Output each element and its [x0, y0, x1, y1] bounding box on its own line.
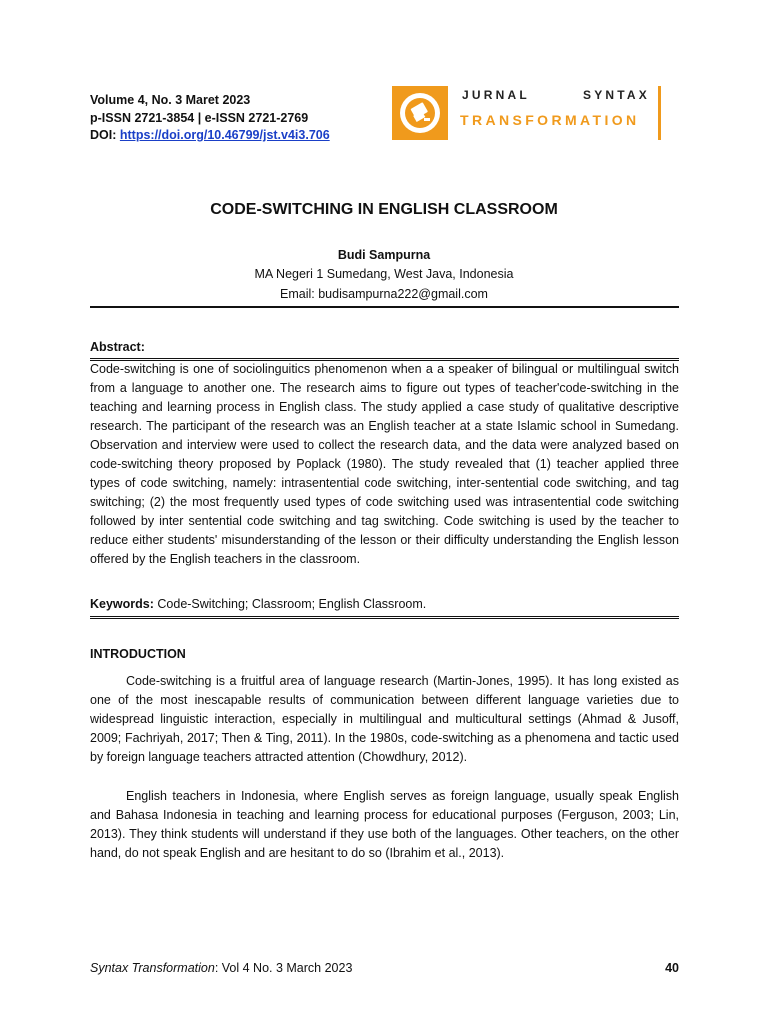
- keywords-rule-2: [90, 618, 679, 619]
- volume-info: Volume 4, No. 3 Maret 2023: [90, 93, 251, 107]
- syntax-emblem-icon: [392, 86, 448, 140]
- logo-word-transformation: TRANSFORMATION: [460, 112, 640, 128]
- author-email: Email: budisampurna222@gmail.com: [280, 287, 488, 301]
- keywords-line: [90, 597, 426, 611]
- keywords-text: Code-Switching; Classroom; English Classroom.: [157, 597, 427, 611]
- keywords-rule-1: [90, 616, 679, 617]
- logo-word-syntax: SYNTAX: [583, 88, 650, 102]
- author-name: Budi Sampurna: [337, 248, 431, 262]
- issn-info: p-ISSN 2721-3854 | e-ISSN 2721-2769: [90, 110, 309, 125]
- abstract-rule-top-1: [90, 358, 679, 359]
- article-metadata: [90, 92, 330, 145]
- footer-journal-name: Syntax Transformation: [90, 961, 215, 975]
- introduction-heading: INTRODUCTION: [90, 647, 186, 661]
- header-rule: [90, 306, 679, 308]
- doi-line: [90, 127, 330, 145]
- logo-emblem: [392, 86, 448, 140]
- intro-paragraph-2: English teachers in Indonesia, where English serves as foreign language, usually speak English and Bahasa Indonesia in teaching and learning process for educational purposes (Ferguson, 2003; Lin, 2013). They think students will understand if they use both of the languages. Other teachers, on the other hand, do not speak English and are hesitant to do so (Ibrahim et al., 2013).: [90, 789, 679, 860]
- doi-link[interactable]: https://doi.org/10.46799/jst.v4i3.706: [119, 128, 330, 142]
- page-number: 40: [665, 961, 679, 975]
- keywords-label: Keywords:: [90, 597, 154, 611]
- footer-citation: [90, 961, 352, 975]
- abstract-heading: Abstract:: [90, 340, 145, 354]
- author-affiliation: MA Negeri 1 Sumedang, West Java, Indonesia: [254, 267, 514, 281]
- paper-title: CODE-SWITCHING IN ENGLISH CLASSROOM: [210, 201, 558, 218]
- footer-issue: : Vol 4 No. 3 March 2023: [214, 961, 353, 975]
- logo-word-jurnal: JURNAL: [462, 88, 530, 102]
- doi-label: DOI:: [90, 128, 117, 142]
- abstract-text: Code-switching is one of sociolinguitics phenomenon when a a speaker of bilingual or multilingual switch from a language to another one. The research aims to figure out types of teacher'code-switching in the teaching and learning process in English class. The study applied a case study of qualitative descriptive research. The participant of the research was an English teacher at a state Islamic school in Sumedang. Observation and interview were used to collect the research data, and the data were analyzed based on code-switching theory proposed by Poplack (1980). The study revealed that (1) teacher applied three types of code switching, namely: intrasentential code switching, inter-sentential code switching, and tag switching; (2) the most frequently used types of code switching used was intrasentential code switching followed by inter sentential code switching and tag switching. Code switching is used by the teacher to reduce either students' misunderstanding of the lesson or their difficulty understanding the English lesson offered by the English teachers in the classroom.: [90, 362, 679, 566]
- journal-logo: [392, 86, 664, 140]
- intro-paragraph-1: Code-switching is a fruitful area of language research (Martin-Jones, 1995). It has long existed as one of the most inescapable results of communication between different language varieties due to widespread linguistic interaction, especially in multilingual and multicultural settings (Ahmad & Jusoff, 2009; Fachriyah, 2017; Then & Ting, 2011). In the 1980s, code-switching as a phenomena and tactic used by foreign language teachers attracted attention (Chowdhury, 2012).: [90, 674, 679, 764]
- logo-top-text: [462, 88, 650, 102]
- logo-divider: [658, 86, 661, 140]
